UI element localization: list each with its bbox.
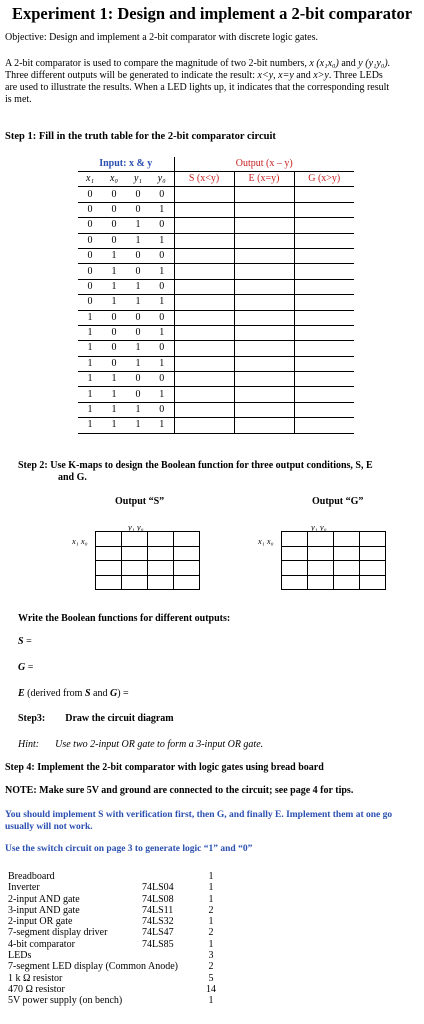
kmap-row: [96, 575, 200, 590]
var-x: x: [309, 58, 314, 69]
output-cell[interactable]: [234, 418, 294, 433]
input-cell: 0: [150, 402, 174, 417]
output-cell[interactable]: [294, 387, 354, 402]
intro-text: Three different outputs will be generated to indicate the result:: [5, 70, 258, 81]
material-part: 74LS11: [142, 904, 174, 916]
input-cell: 0: [87, 280, 93, 292]
table-row: [78, 387, 354, 402]
truth-table-wrap: [78, 157, 354, 434]
step3-text: Draw the circuit diagram: [65, 713, 174, 724]
output-cell[interactable]: [174, 387, 234, 402]
intro-text: ,: [273, 70, 279, 81]
input-cell: 0: [111, 342, 117, 354]
output-cell[interactable]: [234, 341, 294, 356]
material-qty: 1: [208, 916, 214, 928]
input-cell: 0: [111, 234, 117, 246]
switch-circuit-note: Use the switch circuit on page 3 to generate logic “1” and “0”: [5, 844, 253, 854]
step3-label: Step3:: [18, 713, 46, 724]
input-cell: 0: [111, 188, 117, 200]
result-equal: x=y: [278, 70, 294, 81]
input-cell: 1: [111, 296, 117, 308]
output-cell[interactable]: [174, 187, 234, 202]
col-header-output: S (x<y): [174, 172, 234, 187]
e-symbol: E: [18, 688, 25, 699]
kmap-cell[interactable]: [174, 575, 200, 590]
input-cell: 1: [135, 404, 141, 416]
e-equation: [18, 688, 129, 700]
kmap-g-top-label: y₁ y₀: [311, 522, 327, 532]
table-row: [78, 372, 354, 387]
output-cell[interactable]: [294, 295, 354, 310]
input-cell: 1: [87, 419, 93, 431]
input-cell: 1: [87, 404, 93, 416]
material-qty: 2: [208, 927, 214, 939]
material-part: 74LS04: [142, 882, 174, 894]
col-header-output: G (x>y): [294, 172, 354, 187]
input-header: Input: x & y: [78, 157, 174, 172]
intro-text: and: [338, 58, 359, 69]
table-row: [78, 341, 354, 356]
kmap-cell[interactable]: [148, 561, 174, 576]
kmap-cell[interactable]: [174, 532, 200, 547]
material-part: 74LS47: [142, 927, 174, 939]
col-header-input: y₀: [150, 172, 174, 187]
kmap-cell[interactable]: [122, 561, 148, 576]
col-header-input: x₀: [110, 173, 118, 185]
e-text: and: [90, 688, 110, 699]
kmap-g-title: Output “G”: [312, 496, 364, 507]
table-row: [78, 233, 354, 248]
output-cell[interactable]: [174, 325, 234, 340]
material-qty: 2: [208, 961, 214, 973]
input-cell: 0: [135, 203, 141, 215]
materials-body: [8, 871, 216, 1007]
input-cell: 1: [111, 265, 117, 277]
material-qty: 2: [208, 904, 214, 916]
kmap-cell[interactable]: [122, 575, 148, 590]
input-cell: 1: [135, 234, 141, 246]
material-name: 7-segment LED display (Common Anode): [8, 961, 178, 973]
input-cell: 1: [150, 356, 174, 371]
list-item: [8, 961, 216, 972]
e-text: (derived from: [24, 688, 85, 699]
input-cell: 0: [150, 187, 174, 202]
material-part: [142, 995, 206, 1006]
output-cell[interactable]: [234, 218, 294, 233]
list-item: [8, 871, 216, 882]
input-cell: 0: [87, 234, 93, 246]
output-cell[interactable]: [174, 248, 234, 263]
input-cell: 1: [87, 311, 93, 323]
intro-line-1: [5, 58, 421, 70]
output-cell[interactable]: [234, 202, 294, 217]
kmap-cell[interactable]: [148, 546, 174, 561]
input-cell: 1: [150, 233, 174, 248]
input-cell: 0: [87, 296, 93, 308]
kmap-cell[interactable]: [308, 546, 334, 561]
kmap-s: [95, 531, 200, 590]
table-row: [78, 325, 354, 340]
input-cell: 0: [150, 310, 174, 325]
output-cell[interactable]: [294, 402, 354, 417]
var-x-bits: (x₁x₀): [313, 58, 339, 69]
kmap-cell[interactable]: [334, 532, 360, 547]
kmap-row: [282, 532, 386, 547]
output-cell[interactable]: [174, 372, 234, 387]
output-cell[interactable]: [234, 279, 294, 294]
output-cell[interactable]: [174, 356, 234, 371]
result-greater: x>y: [313, 70, 329, 81]
page-title: Experiment 1: Design and implement a 2-bit comparator: [11, 4, 413, 23]
materials-table: [8, 871, 216, 1007]
material-qty: 1: [208, 893, 214, 905]
material-name: 4-bit comparator: [8, 938, 75, 950]
g-equation: G =: [18, 662, 34, 673]
material-qty: 1: [208, 882, 214, 894]
step2-line-2: and G.: [58, 472, 87, 483]
input-cell: 0: [135, 265, 141, 277]
input-cell: 0: [150, 218, 174, 233]
table-row: [78, 295, 354, 310]
instruction-order: [5, 809, 392, 833]
note: NOTE: Make sure 5V and ground are connected to the circuit; see page 4 for tips.: [5, 785, 354, 796]
kmap-cell[interactable]: [360, 561, 386, 576]
input-cell: 0: [135, 311, 141, 323]
input-cell: 0: [135, 188, 141, 200]
kmap-cell[interactable]: [360, 575, 386, 590]
instruction-line-1: You should implement S with verification first, then G, and finally E. Implement them at one go: [5, 810, 393, 820]
output-cell[interactable]: [234, 248, 294, 263]
kmap-cell[interactable]: [282, 532, 308, 547]
output-cell[interactable]: [294, 356, 354, 371]
output-cell[interactable]: [294, 248, 354, 263]
step3-heading: [18, 713, 174, 725]
output-cell[interactable]: [294, 233, 354, 248]
output-cell[interactable]: [234, 295, 294, 310]
input-cell: 1: [87, 327, 93, 339]
s-symbol: S: [18, 636, 24, 647]
kmap-cell[interactable]: [96, 575, 122, 590]
kmap-cell[interactable]: [282, 561, 308, 576]
kmap-cell[interactable]: [360, 546, 386, 561]
kmap-cell[interactable]: [308, 532, 334, 547]
table-row: [78, 310, 354, 325]
output-cell[interactable]: [294, 325, 354, 340]
material-name: 3-input AND gate: [8, 904, 80, 916]
table-row: [78, 218, 354, 233]
table-row: [78, 418, 354, 433]
list-item: [8, 882, 216, 893]
kmap-s-title: Output “S”: [115, 496, 165, 507]
input-cell: 1: [150, 387, 174, 402]
kmap-cell[interactable]: [174, 546, 200, 561]
input-cell: 0: [150, 248, 174, 263]
output-cell[interactable]: [294, 279, 354, 294]
input-cell: 0: [150, 279, 174, 294]
material-qty: 14: [206, 983, 216, 995]
kmap-row: [96, 561, 200, 576]
list-item: [8, 995, 216, 1006]
kmap-cell[interactable]: [282, 575, 308, 590]
input-cell: 1: [87, 357, 93, 369]
input-cell: 1: [150, 418, 174, 433]
input-cell: 1: [135, 280, 141, 292]
material-qty: 3: [208, 950, 214, 962]
input-cell: 1: [111, 280, 117, 292]
input-cell: 1: [87, 388, 93, 400]
hint: [18, 739, 263, 751]
table-row: [78, 187, 354, 202]
output-cell[interactable]: [174, 341, 234, 356]
kmap-cell[interactable]: [122, 546, 148, 561]
input-cell: 1: [150, 325, 174, 340]
intro-line-4: is met.: [5, 94, 32, 105]
material-name: 470 Ω resistor: [8, 983, 65, 995]
kmap-s-grid: [95, 531, 200, 590]
hint-label: Hint:: [18, 739, 40, 750]
output-cell[interactable]: [234, 387, 294, 402]
input-cell: 0: [135, 250, 141, 262]
output-cell[interactable]: [234, 233, 294, 248]
material-part: [142, 871, 206, 882]
var-y-bits: (y₁y₀).: [362, 58, 391, 69]
kmap-row: [282, 561, 386, 576]
kmap-cell[interactable]: [334, 561, 360, 576]
kmap-row: [282, 575, 386, 590]
input-cell: 1: [150, 295, 174, 310]
material-part: 74LS08: [142, 893, 174, 905]
output-cell[interactable]: [294, 418, 354, 433]
kmap-cell[interactable]: [308, 561, 334, 576]
input-cell: 0: [150, 372, 174, 387]
list-item: [8, 950, 216, 961]
col-header-output: E (x=y): [234, 172, 294, 187]
output-cell[interactable]: [234, 310, 294, 325]
g-symbol: G: [18, 662, 26, 673]
output-cell[interactable]: [294, 202, 354, 217]
list-item: [8, 894, 216, 905]
material-qty: 1: [208, 995, 214, 1007]
kmap-cell[interactable]: [122, 532, 148, 547]
output-cell[interactable]: [294, 187, 354, 202]
instruction-line-2: usually will not work.: [5, 822, 93, 832]
list-item: [8, 973, 216, 984]
kmap-row: [96, 546, 200, 561]
kmap-s-top-label: y₁ y₀: [128, 522, 144, 532]
kmap-cell[interactable]: [96, 532, 122, 547]
input-cell: 1: [135, 296, 141, 308]
input-cell: 0: [87, 219, 93, 231]
kmap-cell[interactable]: [96, 546, 122, 561]
material-name: 2-input OR gate: [8, 916, 73, 928]
material-name: Breadboard: [8, 871, 55, 882]
input-cell: 1: [111, 250, 117, 262]
kmap-cell[interactable]: [334, 546, 360, 561]
hint-text: Use two 2-input OR gate to form a 3-input OR gate.: [55, 739, 264, 750]
output-header: Output (x – y): [235, 158, 293, 169]
list-item: [8, 905, 216, 916]
input-cell: 1: [150, 264, 174, 279]
input-cell: 0: [87, 265, 93, 277]
kmap-cell[interactable]: [308, 575, 334, 590]
write-functions-heading: Write the Boolean functions for different outputs:: [18, 613, 231, 624]
kmap-s-left-label: x₁ x₀: [72, 536, 88, 546]
s-symbol: S: [84, 688, 91, 699]
materials-list: [8, 871, 216, 1007]
input-cell: 0: [111, 327, 117, 339]
table-row: [78, 248, 354, 263]
step1-heading: Step 1: Fill in the truth table for the 2-bit comparator circuit: [5, 131, 276, 142]
input-cell: 0: [111, 219, 117, 231]
material-part: [142, 950, 206, 961]
list-item: [8, 939, 216, 950]
result-less: x<y: [257, 70, 274, 81]
input-cell: 0: [111, 311, 117, 323]
table-row: [78, 202, 354, 217]
step2-line-1: Step 2: Use K-maps to design the Boolean function for three output conditions, S, E: [18, 460, 373, 471]
material-name: 5V power supply (on bench): [8, 995, 123, 1007]
material-part: [142, 984, 206, 995]
kmap-cell[interactable]: [148, 575, 174, 590]
truth-table-body: [78, 187, 354, 433]
output-cell[interactable]: [234, 187, 294, 202]
intro-line-2: [5, 70, 421, 82]
input-cell: 0: [150, 341, 174, 356]
table-row: [78, 264, 354, 279]
input-cell: 0: [87, 188, 93, 200]
output-cell[interactable]: [294, 264, 354, 279]
step4-heading: Step 4: Implement the 2-bit comparator with logic gates using bread board: [5, 762, 324, 773]
table-row: [78, 279, 354, 294]
input-cell: 1: [111, 419, 117, 431]
input-cell: 1: [135, 342, 141, 354]
material-qty: 1: [208, 938, 214, 950]
output-cell[interactable]: [294, 341, 354, 356]
input-cell: 0: [135, 327, 141, 339]
kmap-cell[interactable]: [174, 561, 200, 576]
material-name: 7-segment display driver: [8, 927, 108, 939]
column-header-row: [78, 172, 354, 187]
output-cell[interactable]: [174, 218, 234, 233]
var-y: y: [358, 58, 363, 69]
output-cell[interactable]: [174, 295, 234, 310]
kmap-cell[interactable]: [360, 532, 386, 547]
list-item: [8, 916, 216, 927]
step2-heading: [18, 460, 373, 484]
material-name: 1 k Ω resistor: [8, 972, 63, 984]
truth-table: [78, 157, 354, 434]
input-cell: 1: [135, 357, 141, 369]
output-cell[interactable]: [294, 310, 354, 325]
input-cell: 1: [87, 373, 93, 385]
input-cell: 0: [111, 357, 117, 369]
kmap-cell[interactable]: [96, 561, 122, 576]
kmap-row: [96, 532, 200, 547]
material-part: [142, 973, 206, 984]
kmap-cell[interactable]: [148, 532, 174, 547]
col-header-input: x₁: [86, 173, 94, 185]
e-text: ) =: [117, 688, 129, 699]
output-cell[interactable]: [174, 418, 234, 433]
output-cell[interactable]: [174, 233, 234, 248]
intro-text: A 2-bit comparator is used to compare the magnitude of two 2-bit numbers,: [5, 58, 310, 69]
kmap-g-left-label: x₁ x₀: [258, 536, 274, 546]
table-row: [78, 402, 354, 417]
material-name: LEDs: [8, 950, 32, 962]
output-cell[interactable]: [294, 372, 354, 387]
intro-line-3: are used to illustrate the results. When a LED lights up, it indicates that the corresponding result: [5, 82, 390, 93]
input-cell: 1: [135, 219, 141, 231]
input-cell: 1: [150, 202, 174, 217]
objective: Objective: Design and implement a 2-bit comparator with discrete logic gates.: [5, 32, 318, 43]
material-part: 74LS32: [142, 916, 174, 928]
g-symbol: G: [109, 688, 118, 699]
material-part: 74LS85: [142, 938, 174, 950]
kmap-row: [282, 546, 386, 561]
output-cell[interactable]: [234, 264, 294, 279]
output-cell[interactable]: [174, 202, 234, 217]
output-cell[interactable]: [174, 402, 234, 417]
output-cell[interactable]: [174, 310, 234, 325]
output-cell[interactable]: [234, 356, 294, 371]
kmap-cell[interactable]: [282, 546, 308, 561]
list-item: [8, 984, 216, 995]
col-header-input: y₁: [134, 173, 142, 185]
input-cell: 1: [111, 373, 117, 385]
kmap-g-grid: [281, 531, 386, 590]
table-row: [78, 356, 354, 371]
output-cell[interactable]: [294, 218, 354, 233]
output-cell[interactable]: [234, 372, 294, 387]
output-cell[interactable]: [234, 402, 294, 417]
kmap-cell[interactable]: [334, 575, 360, 590]
material-name: Inverter: [8, 882, 40, 894]
input-cell: 0: [111, 203, 117, 215]
list-item: [8, 927, 216, 938]
s-equation: S =: [18, 636, 32, 647]
material-qty: 5: [208, 972, 214, 984]
kmap-g: [281, 531, 386, 590]
input-cell: 0: [87, 250, 93, 262]
output-cell[interactable]: [174, 279, 234, 294]
input-cell: 1: [111, 388, 117, 400]
intro-text: and: [293, 70, 314, 81]
output-cell[interactable]: [234, 325, 294, 340]
input-cell: 0: [135, 388, 141, 400]
material-name: 2-input AND gate: [8, 893, 80, 905]
input-cell: 0: [135, 373, 141, 385]
intro-text: . Three LEDs: [328, 70, 383, 81]
output-cell[interactable]: [174, 264, 234, 279]
input-cell: 1: [135, 419, 141, 431]
input-cell: 1: [87, 342, 93, 354]
material-qty: 1: [208, 871, 214, 882]
input-cell: 0: [87, 203, 93, 215]
input-cell: 1: [111, 404, 117, 416]
intro-paragraph: [5, 58, 421, 106]
